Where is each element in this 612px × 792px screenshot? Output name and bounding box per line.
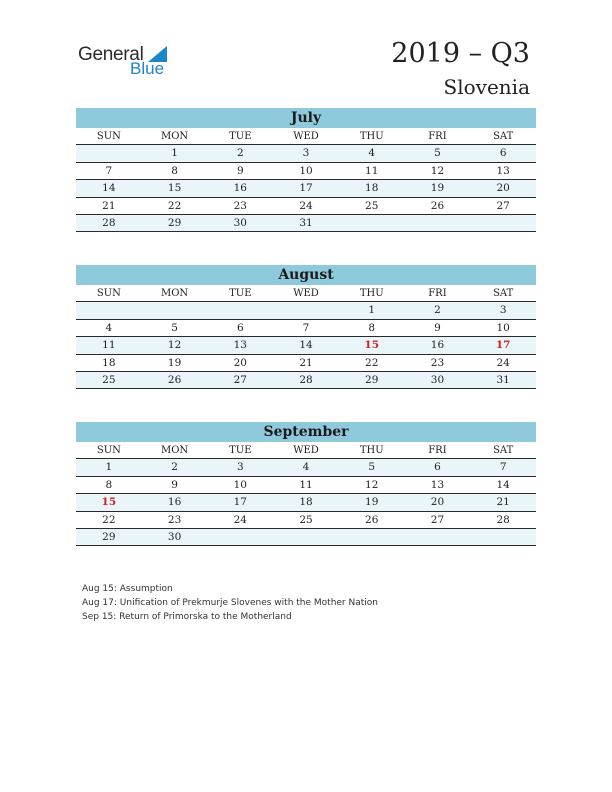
day-cell: 12 [430,164,445,177]
day-cell [207,529,273,545]
weekday-label: MON [160,131,189,142]
day-cell [76,145,142,161]
day-cell: 25 [102,373,116,386]
day-cell: 24 [496,356,510,369]
day-cell [273,529,339,545]
month-august [76,265,536,389]
day-cell: 18 [299,496,313,509]
day-cell: 13 [430,478,445,491]
day-cell: 3 [302,147,310,160]
generalblue-logo [78,44,178,78]
day-cell: 20 [430,496,445,509]
holiday-day-cell: 15 [101,496,117,509]
day-cell: 4 [302,461,310,474]
week-row [76,477,536,494]
day-cell [273,302,339,318]
day-cell: 21 [299,356,313,369]
day-cell: 4 [105,321,113,334]
day-cell: 27 [430,513,445,526]
day-cell [470,529,536,545]
weekday-label: MON [160,445,189,456]
day-cell: 18 [102,356,116,369]
day-cell: 11 [365,164,379,177]
logo-text-general: General [78,44,144,65]
day-cell: 24 [233,513,247,526]
week-row [76,494,536,511]
page-title: 2019 – Q3 [391,38,530,69]
day-cell: 7 [105,164,113,177]
week-row [76,163,536,180]
day-cell: 10 [496,321,510,334]
weekday-header-row [76,128,536,145]
day-cell: 29 [102,530,116,543]
day-cell: 6 [236,321,244,334]
weekday-label: WED [293,288,319,299]
weekday-label: WED [293,445,319,456]
weekday-label: TUE [229,288,252,299]
day-cell: 19 [167,356,182,369]
day-cell: 21 [102,199,116,212]
day-cell: 6 [434,461,441,474]
day-cell: 23 [430,356,445,369]
week-row [76,372,536,389]
day-cell: 5 [368,461,376,474]
weekday-label: SAT [493,445,514,456]
country-name: Slovenia [443,75,530,99]
day-cell: 2 [236,147,244,160]
day-cell: 28 [102,216,116,229]
day-cell: 7 [499,461,507,474]
weekday-label: THU [359,445,384,456]
day-cell: 25 [365,199,379,212]
day-cell: 26 [365,513,379,526]
day-cell: 20 [233,356,247,369]
day-cell: 29 [167,216,182,229]
holiday-day-cell: 15 [364,339,380,352]
holiday-note: Sep 15: Return of Primorska to the Motherland [82,612,292,622]
day-cell: 11 [299,478,313,491]
day-cell: 10 [233,478,247,491]
week-row [76,302,536,319]
week-row [76,320,536,337]
day-cell: 16 [167,496,182,509]
weekday-header-row [76,442,536,459]
month-july [76,108,536,232]
day-cell: 9 [171,478,178,491]
month-name: August [76,265,536,285]
week-row [76,512,536,529]
day-cell: 11 [102,339,116,352]
day-cell: 30 [430,373,445,386]
day-cell [339,215,405,231]
day-cell: 12 [167,339,182,352]
week-row [76,529,536,546]
day-cell: 30 [233,216,247,229]
day-cell: 26 [167,373,182,386]
day-cell: 14 [496,478,510,491]
weekday-label: FRI [428,131,447,142]
weekday-label: SAT [493,288,514,299]
day-cell: 5 [434,147,441,160]
day-cell: 31 [299,216,313,229]
day-cell: 13 [233,339,247,352]
holiday-day-cell: 17 [495,339,511,352]
month-september [76,422,536,546]
week-row [76,355,536,372]
day-cell: 19 [430,182,445,195]
day-cell: 22 [102,513,116,526]
day-cell: 7 [302,321,310,334]
day-cell: 13 [496,164,510,177]
weekday-label: WED [293,131,319,142]
day-cell: 28 [299,373,313,386]
day-cell: 31 [496,373,510,386]
day-cell: 18 [365,182,379,195]
day-cell: 15 [167,182,182,195]
weekday-label: FRI [428,288,447,299]
holiday-note: Aug 15: Assumption [82,584,173,594]
day-cell: 17 [233,496,247,509]
week-row [76,459,536,476]
day-cell: 14 [299,339,313,352]
week-row [76,198,536,215]
day-cell [142,302,208,318]
week-row [76,145,536,162]
weekday-label: SUN [96,445,121,456]
day-cell: 2 [171,461,178,474]
weekday-label: MON [160,288,189,299]
holiday-note: Aug 17: Unification of Prekmurje Slovenes with the Mother Nation [82,598,378,608]
day-cell: 26 [430,199,445,212]
day-cell: 8 [368,321,376,334]
day-cell: 27 [233,373,247,386]
day-cell: 2 [434,304,441,317]
day-cell: 19 [365,496,379,509]
day-cell: 25 [299,513,313,526]
day-cell: 9 [434,321,441,334]
day-cell: 21 [496,496,510,509]
day-cell: 16 [430,339,445,352]
logo-text-blue: Blue [130,59,165,78]
day-cell [207,302,273,318]
day-cell: 24 [299,199,313,212]
day-cell: 6 [499,147,507,160]
day-cell: 8 [105,478,113,491]
weekday-label: THU [359,288,384,299]
day-cell [405,215,471,231]
day-cell: 9 [236,164,244,177]
weekday-header-row [76,285,536,302]
day-cell: 22 [365,356,379,369]
day-cell: 23 [167,513,182,526]
weekday-label: SAT [493,131,514,142]
day-cell: 23 [233,199,247,212]
day-cell: 29 [365,373,379,386]
holiday-notes [82,582,378,624]
day-cell: 27 [496,199,510,212]
day-cell: 28 [496,513,510,526]
weekday-label: SUN [96,131,121,142]
day-cell [339,529,405,545]
day-cell: 3 [236,461,244,474]
day-cell: 10 [299,164,313,177]
day-cell: 3 [499,304,507,317]
weekday-label: TUE [229,445,252,456]
weekday-label: TUE [229,131,252,142]
weekday-label: THU [359,131,384,142]
day-cell: 17 [299,182,313,195]
day-cell: 8 [171,164,178,177]
day-cell [470,215,536,231]
month-name: July [76,108,536,128]
week-row [76,180,536,197]
weekday-label: SUN [96,288,121,299]
weekday-label: FRI [428,445,447,456]
week-row [76,215,536,232]
day-cell: 16 [233,182,247,195]
day-cell: 14 [102,182,116,195]
day-cell: 4 [368,147,376,160]
day-cell: 1 [171,147,178,160]
day-cell: 5 [171,321,178,334]
month-name: September [76,422,536,442]
day-cell: 1 [105,461,113,474]
day-cell [405,529,471,545]
day-cell: 12 [365,478,379,491]
day-cell: 30 [167,530,182,543]
week-row [76,337,536,354]
day-cell: 22 [167,199,182,212]
day-cell: 20 [496,182,510,195]
day-cell [76,302,142,318]
day-cell: 1 [368,304,376,317]
